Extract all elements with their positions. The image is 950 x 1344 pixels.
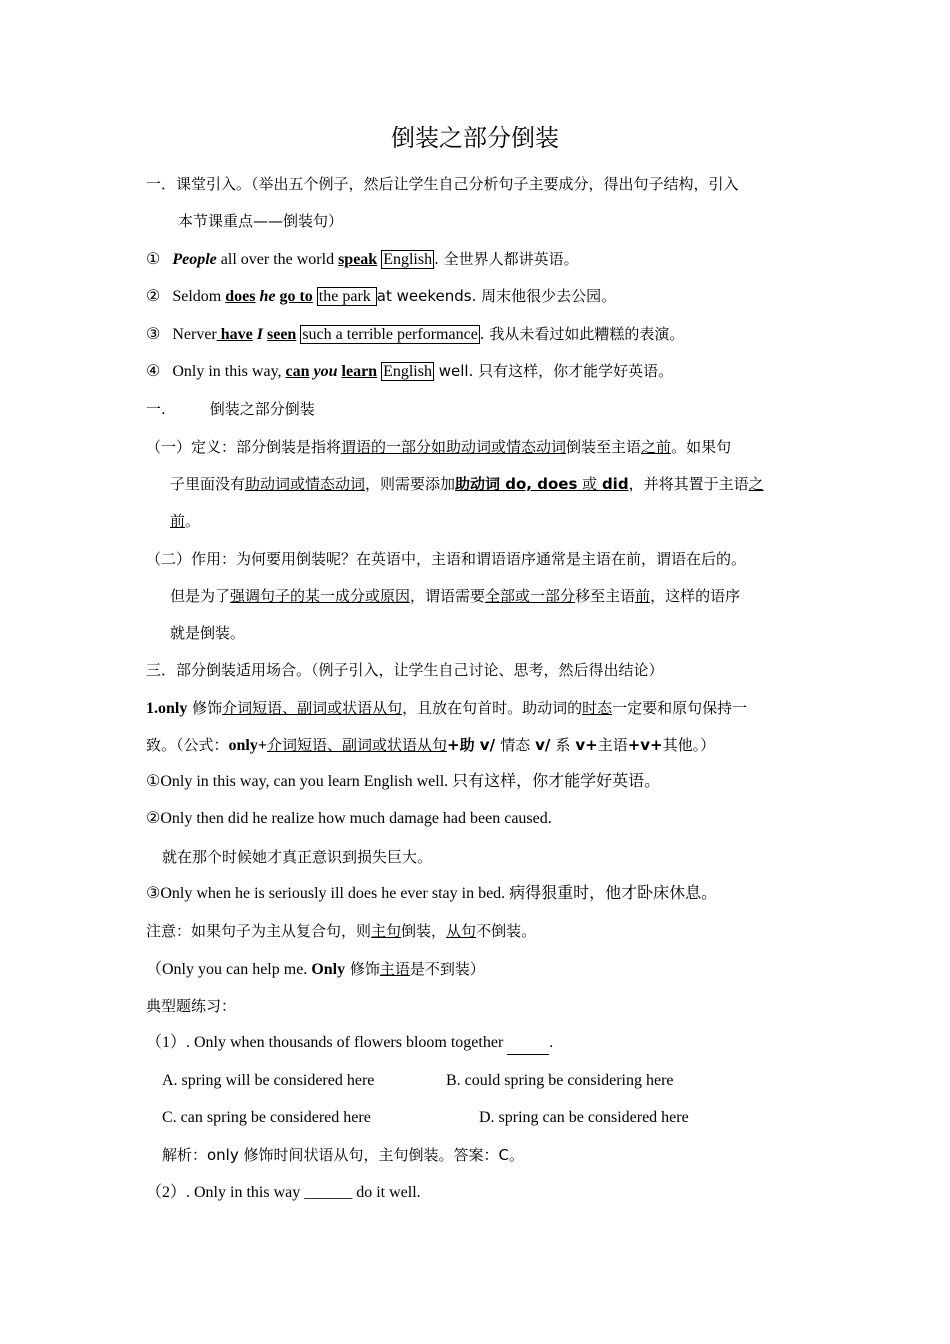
example-2 [146,285,616,308]
sample-sentence-1: ①Only in this way, can you learn English well. 只有这样，你才能学好英语。 [146,773,661,790]
sentence-translation: . 我从未看过如此糟糕的表演。 [479,325,685,343]
sentence-text: Only in this way, [172,363,286,380]
object-box: the park [318,288,375,305]
text-run: 修饰 [345,960,380,978]
text-run: 修饰 [187,699,223,717]
underlined-text: 强调句子的某一成分或原因 [230,587,411,605]
section-label: 倒装之部分倒装 [209,400,315,418]
example-4 [146,360,673,383]
text-run: 其他。） [662,736,716,754]
function-line-2 [170,585,740,607]
underlined-text: 主语 [379,960,410,978]
practice-label: 典型题练习： [146,997,237,1015]
section-heading [146,398,315,420]
rule-keyword: 1.only [146,700,188,717]
text-run: ，并将其置于主语 [628,475,749,493]
text-run: 但是为了 [170,587,231,605]
function-line-1: （二）作用：为何要用倒装呢？在英语中，主语和谓语语序通常是主语在前，谓语在后的。 [146,550,747,568]
underlined-text: 时态 [582,699,613,717]
text-run: 移至主语 [575,587,636,605]
section3-heading: 三．部分倒装适用场合。（例子引入，让学生自己讨论、思考，然后得出结论） [146,661,664,679]
underlined-text: 之前 [641,438,672,456]
example-number: ③ [146,326,161,343]
definition-line-3 [170,510,200,532]
text-run: 倒装至主语 [566,438,642,456]
note-line [146,920,536,942]
object-box: English [383,251,433,268]
underlined-text: 助动词或情态动词 [245,475,366,493]
option-d: D. spring can be considered here [479,1109,689,1126]
sentence-text: Seldom [172,288,226,305]
sentence-translation: at weekends. 周末他很少去公园。 [376,287,617,305]
text-run: 。如果句 [671,438,732,456]
underlined-text: 介词短语、副词或状语从句 [266,736,447,754]
underlined-text: 全部或一部分 [485,587,576,605]
definition-line-1 [146,436,731,458]
text-run: 注意：如果句子为主从复合句，则 [146,922,372,940]
underlined-text: 或 [577,475,602,493]
intro-line-1: 一．课堂引入。（举出五个例子，然后让学生自己分析句子主要成分，得出句子结构，引入 [146,175,739,193]
text-run: ，谓语需要 [410,587,486,605]
subject-word: you [309,363,342,380]
underlined-text: 主句 [371,922,402,940]
text-run: 主语 [597,736,628,754]
text-run: 。 [185,512,201,530]
text-run: （Only you can help me. [146,961,312,978]
underlined-text: 从句 [446,922,477,940]
option-b: B. could spring be considering here [446,1072,674,1089]
question-text: （2）. Only in this way [146,1184,305,1201]
question-text: . [549,1034,554,1051]
auxiliary-word: have [216,326,253,343]
text-run: 一定要和原句保持一 [612,699,748,717]
text-run: 倒装， [401,922,447,940]
underlined-text: 助动词 do, does [455,475,578,493]
auxiliary-word: can [285,363,310,380]
note-line-2 [146,958,485,981]
formula-part: only+ [228,737,267,754]
definition-line-2 [170,473,764,495]
underlined-text: 谓语的一部分如助动词或情态动词 [341,438,567,456]
keyword: Only [311,961,346,978]
rule1-line-1 [146,697,747,720]
object-box: English [383,363,432,380]
text-run: ，则需要添加 [365,475,456,493]
underlined-text: 之 [748,475,764,493]
section-number: 一. [146,400,166,418]
sample-sentence-3: ③Only when he is seriously ill does he ever stay in bed. 病得狠重时，他才卧床休息。 [146,885,718,902]
rule1-line-2 [146,734,715,757]
sentence-text: all over the world [216,251,339,268]
formula-part: v+ [575,736,598,754]
example-number: ② [146,288,161,305]
example-number: ① [146,251,161,268]
formula-part: v/ [535,736,556,754]
text-run: 系 [555,736,576,754]
text-run: ，这样的语序 [650,587,741,605]
page-title: 倒装之部分倒装 [391,124,559,152]
auxiliary-word: does [225,288,256,305]
option-a: A. spring will be considered here [162,1072,375,1089]
subject-word: People [172,251,217,268]
underlined-text: did [601,475,629,493]
answer-blank [507,1032,549,1055]
example-number: ④ [146,363,161,380]
verb-word: seen [267,326,297,343]
sentence-text: Nerver [172,326,217,343]
text-run: 致。（公式： [146,736,229,754]
verb-word: speak [338,251,378,268]
underlined-text: 介词短语、副词或状语从句 [222,699,403,717]
question-text: （1）. Only when thousands of flowers bloom together [146,1034,508,1051]
sentence-translation: . 全世界人都讲英语。 [434,250,579,268]
verb-word: go to [279,288,313,305]
verb-word: learn [341,363,378,380]
text-run: （一）定义：部分倒装是指将 [146,438,342,456]
sample-translation-2: 就在那个时候她才真正意识到损失巨大。 [162,848,433,866]
text-run: 子里面没有 [170,475,246,493]
text-run: 是不到装） [409,960,485,978]
text-run: 情态 [500,736,536,754]
question-text: do it well. [352,1184,421,1201]
text-run: ，且放在句首时。助动词的 [402,699,583,717]
intro-line-2: 本节课重点——倒装句） [178,212,344,230]
formula-part: +助 v/ [447,736,501,754]
function-line-3: 就是倒装。 [170,624,246,642]
subject-word: I [252,326,267,343]
question-1-stem [146,1032,553,1055]
question-1-analysis: 解析：only 修饰时间状语从句，主句倒装。答案：C。 [162,1146,524,1164]
example-1 [146,248,579,271]
sample-sentence-2: ②Only then did he realize how much damage had been caused. [146,810,552,827]
question-2-stem [146,1182,421,1204]
formula-part: +v+ [627,736,663,754]
subject-word: he [255,288,280,305]
underlined-text: 前 [170,512,186,530]
sentence-translation: well. 只有这样，你才能学好英语。 [433,362,674,380]
text-run: 不倒装。 [476,922,537,940]
object-box: such a terrible performance [302,326,478,343]
option-c: C. can spring be considered here [162,1109,371,1126]
underlined-text: 前 [635,587,651,605]
example-3 [146,323,684,346]
answer-blank: ______ [304,1184,353,1201]
